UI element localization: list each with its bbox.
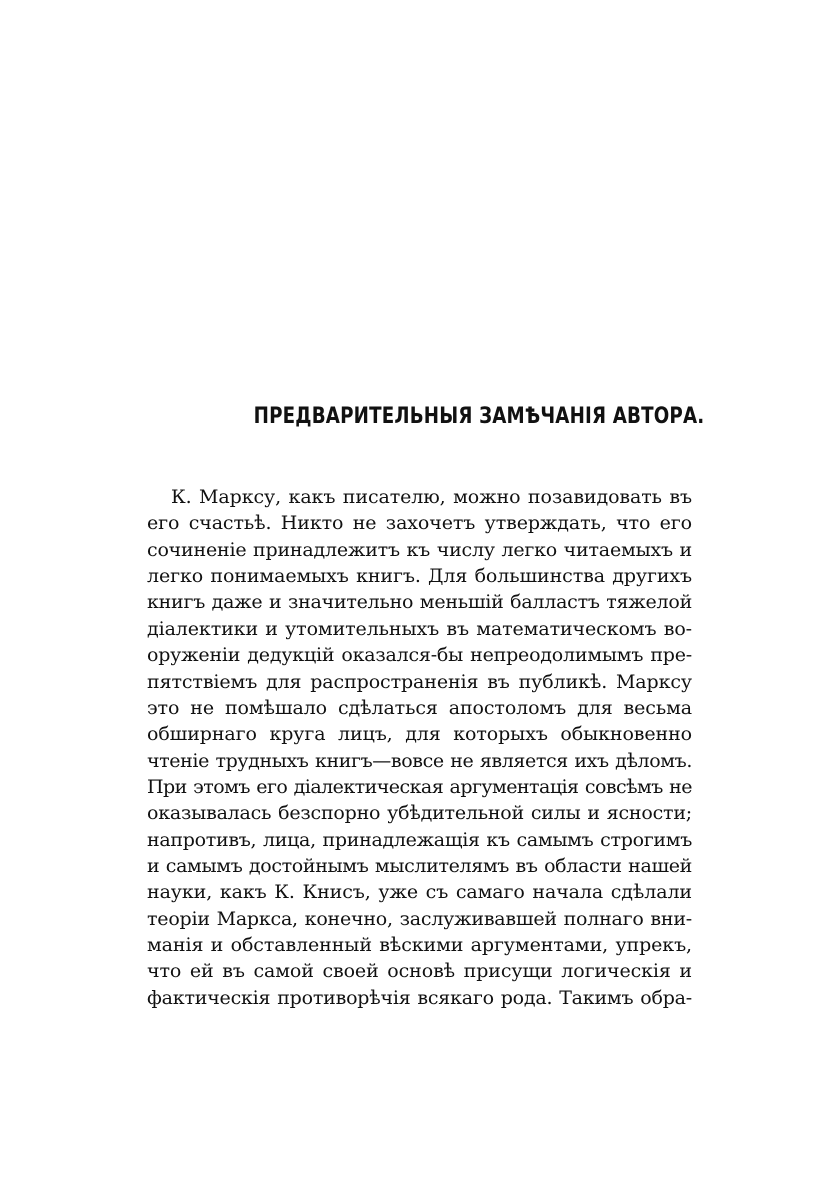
body-paragraph	[147, 484, 692, 1011]
text-line: это не помѣшало сдѣлаться апостоломъ для весьма	[147, 696, 692, 719]
text-line: теоріи Маркса, конечно, заслуживавшей полнаго вни-	[147, 907, 692, 930]
text-line: его счастьѣ. Никто не захочетъ утверждать, что его	[147, 512, 692, 535]
text-line: книгъ даже и значительно меньшій балластъ тяжелой	[147, 591, 692, 614]
text-line: пятствіемъ для распространенія въ публикѣ. Марксу	[147, 670, 692, 693]
text-line: напротивъ, лица, принадлежащія къ самымъ строгимъ	[147, 828, 692, 851]
text-line: что ей въ самой своей основѣ присущи логическія и	[147, 960, 692, 983]
text-line: фактическія противорѣчія всякаго рода. Такимъ обра-	[147, 986, 692, 1009]
text-line: К. Марксу, какъ писателю, можно позавидовать въ	[171, 486, 692, 508]
text-line: оказывалась безспорно убѣдительной силы и ясности;	[147, 802, 692, 825]
text-line: При этомъ его діалектическая аргументація совсѣмъ не	[147, 775, 692, 798]
text-line: манія и обставленный вѣскими аргументами, упрекъ,	[147, 934, 692, 957]
text-line: діалектики и утомительныхъ въ математическомъ во-	[147, 617, 692, 640]
text-line: науки, какъ К. Книсъ, уже съ самаго начала сдѣлали	[147, 881, 692, 904]
text-line: оруженіи дедукцій оказался-бы непреодолимымъ пре-	[147, 644, 692, 667]
text-line: легко понимаемыхъ книгъ. Для большинства другихъ	[147, 565, 692, 588]
page-heading: ПРЕДВАРИТЕЛЬНЫЯ ЗАМѢЧАНІЯ АВТОРА.	[253, 404, 705, 429]
text-line: обширнаго круга лицъ, для которыхъ обыкновенно	[147, 723, 692, 746]
text-line: сочиненіе принадлежитъ къ числу легко читаемыхъ и	[147, 538, 692, 561]
text-line: чтеніе трудныхъ книгъ—вовсе не является ихъ дѣломъ.	[147, 749, 692, 772]
text-line: и самымъ достойнымъ мыслителямъ въ области нашей	[147, 855, 692, 878]
